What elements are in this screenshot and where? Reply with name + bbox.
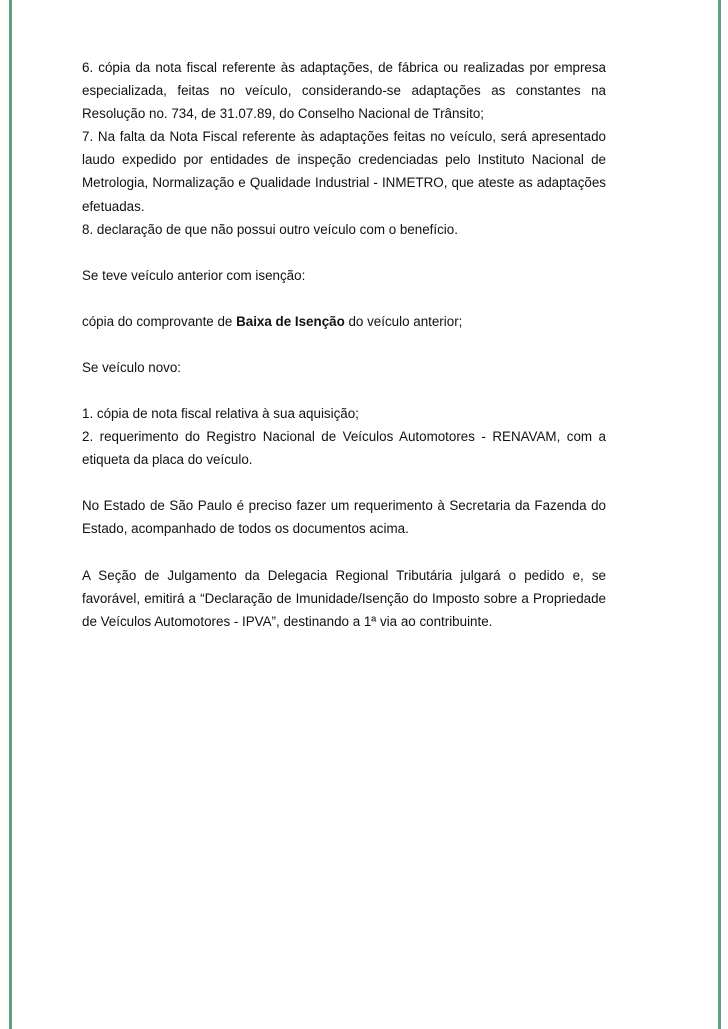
list-item-6: 6. cópia da nota fiscal referente às adaptações, de fábrica ou realizadas por empresa especializada, feitas no veículo, considerando-se adaptações as constantes na Resolução no. 734, de 31.07.89, do Conselho Nacional de Trânsito; [82, 60, 606, 122]
new-vehicle-item-1: 1. cópia de nota fiscal relativa à sua aquisição; [82, 406, 359, 422]
right-page-border [718, 0, 721, 1029]
list-item-7: 7. Na falta da Nota Fiscal referente às adaptações feitas no veículo, será apresentado laudo expedido por entidades de inspeção credenciadas pelo Instituto Nacional de Metrologia, Normalização e Qualidade Industrial - INMETRO, que ateste as adaptações efetuadas. [82, 129, 606, 214]
final-paragraph: A Seção de Julgamento da Delegacia Regional Tributária julgará o pedido e, se favorável, emitirá a “Declaração de Imunidade/Isenção do Imposto sobre a Propriedade de Veículos Automotores - IPVA”, destinando a 1ª via ao contribuinte. [82, 567, 606, 629]
new-vehicle-heading: Se veículo novo: [82, 359, 182, 375]
document-body [82, 56, 606, 633]
list-item-8: 8. declaração de que não possui outro veículo com o benefício. [82, 221, 458, 237]
baixa-de-isencao-term: Baixa de Isenção [236, 313, 345, 329]
previous-vehicle-requirement [82, 310, 606, 333]
previous-vehicle-text-after: do veículo anterior; [344, 313, 463, 329]
left-page-border [9, 0, 12, 1029]
previous-vehicle-heading: Se teve veículo anterior com isenção: [82, 267, 306, 283]
previous-vehicle-text-before: cópia do comprovante de [82, 313, 237, 329]
sao-paulo-paragraph: No Estado de São Paulo é preciso fazer um requerimento à Secretaria da Fazenda do Estado, acompanhado de todos os documentos acima. [82, 498, 606, 537]
new-vehicle-item-2: 2. requerimento do Registro Nacional de Veículos Automotores - RENAVAM, com a etiqueta da placa do veículo. [82, 429, 606, 468]
